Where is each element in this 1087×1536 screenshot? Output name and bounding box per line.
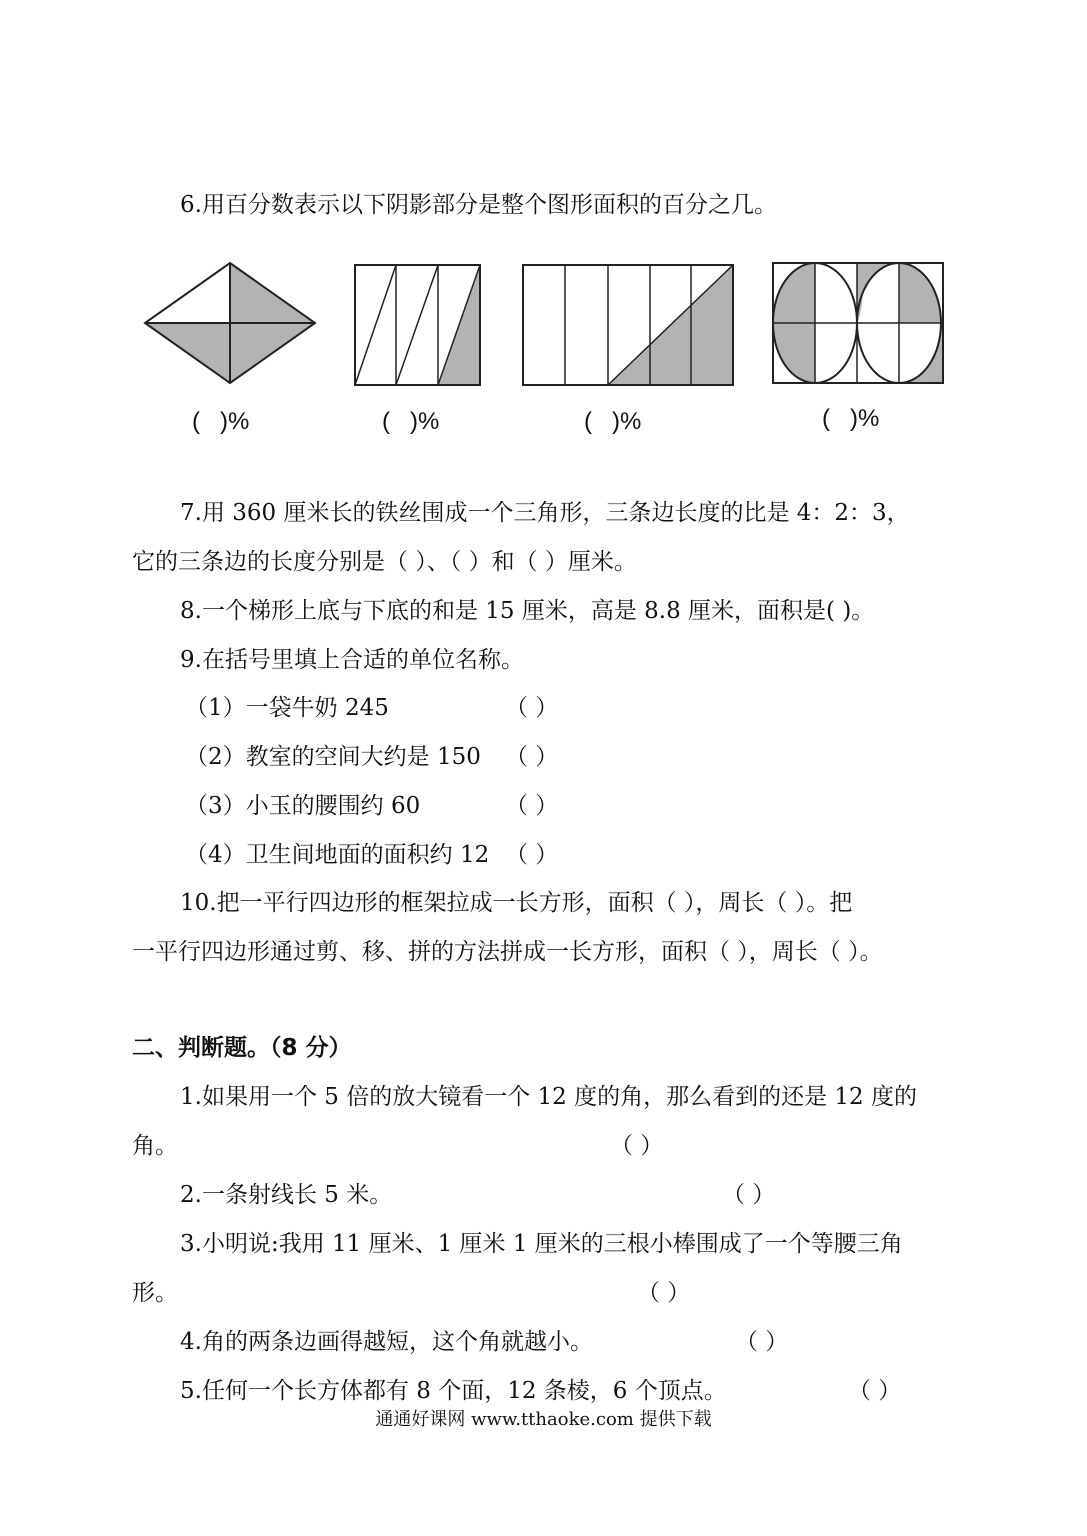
q9-item-1-blank: （ ） xyxy=(505,695,559,721)
judge-1-line1: 1.如果用一个 5 倍的放大镜看一个 12 度的角，那么看到的还是 12 度的 xyxy=(180,1084,917,1110)
q9-item-2-blank: （ ） xyxy=(505,744,559,770)
judge-4-line1: 4.角的两条边画得越短，这个角就越小。 xyxy=(180,1329,593,1355)
long-rectangle-figure xyxy=(518,260,740,390)
judge-1-line2: 角。 xyxy=(132,1133,178,1159)
footer-watermark: 通通好课网 www.tthaoke.com 提供下载 xyxy=(375,1409,712,1430)
judge-5-line1: 5.任何一个长方体都有 8 个面，12 条棱，6 个顶点。 xyxy=(180,1378,727,1404)
q6-text: 6.用百分数表示以下阴影部分是整个图形面积的百分之几。 xyxy=(180,192,777,218)
q6-blank-2: ( )% xyxy=(382,408,440,435)
judge-3-line2: 形。 xyxy=(132,1280,178,1306)
q10-line2: 一平行四边形通过剪、移、拼的方法拼成一长方形，面积（ ），周长（ ）。 xyxy=(132,939,883,965)
q8-text: 8.一个梯形上底与下底的和是 15 厘米，高是 8.8 厘米，面积是( )。 xyxy=(180,598,875,624)
ellipses-figure xyxy=(768,258,948,390)
q7-line1: 7.用 360 厘米长的铁丝围成一个三角形，三条边长度的比是 4：2：3， xyxy=(180,500,910,526)
judge-2-line1: 2.一条射线长 5 米。 xyxy=(180,1182,393,1208)
judge-3-line1: 3.小明说:我用 11 厘米、1 厘米 1 厘米的三根小棒围成了一个等腰三角 xyxy=(180,1231,903,1257)
q9-item-1-label: （1）一袋牛奶 245 xyxy=(185,695,389,721)
q9-item-3-label: （3）小玉的腰围约 60 xyxy=(185,793,421,819)
q10-line1: 10.把一平行四边形的框架拉成一长方形，面积（ ），周长（ ）。把 xyxy=(180,890,853,916)
rhombus-figure xyxy=(140,258,320,388)
q7-line2: 它的三条边的长度分别是（ ）、（ ）和（ ）厘米。 xyxy=(132,549,637,575)
q9-item-2-label: （2）教室的空间大约是 150 xyxy=(185,744,481,770)
q9-item-4-blank: （ ） xyxy=(505,842,559,868)
judge-5-blank: （ ） xyxy=(848,1378,902,1404)
q9-item-4-label: （4）卫生间地面的面积约 12 xyxy=(185,842,490,868)
judge-1-blank: （ ） xyxy=(610,1133,664,1159)
q6-blank-3: ( )% xyxy=(584,408,642,435)
q9-item-3-blank: （ ） xyxy=(505,793,559,819)
judge-4-blank: （ ） xyxy=(735,1329,789,1355)
judge-2-blank: （ ） xyxy=(722,1182,776,1208)
judge-3-blank: （ ） xyxy=(637,1280,691,1306)
striped-rectangle-figure xyxy=(350,260,486,390)
section2-title: 二、判断题。（8 分） xyxy=(132,1035,352,1061)
q6-blank-4: ( )% xyxy=(822,405,880,432)
q6-blank-1: ( )% xyxy=(192,408,250,435)
q9-text: 9.在括号里填上合适的单位名称。 xyxy=(180,647,524,673)
